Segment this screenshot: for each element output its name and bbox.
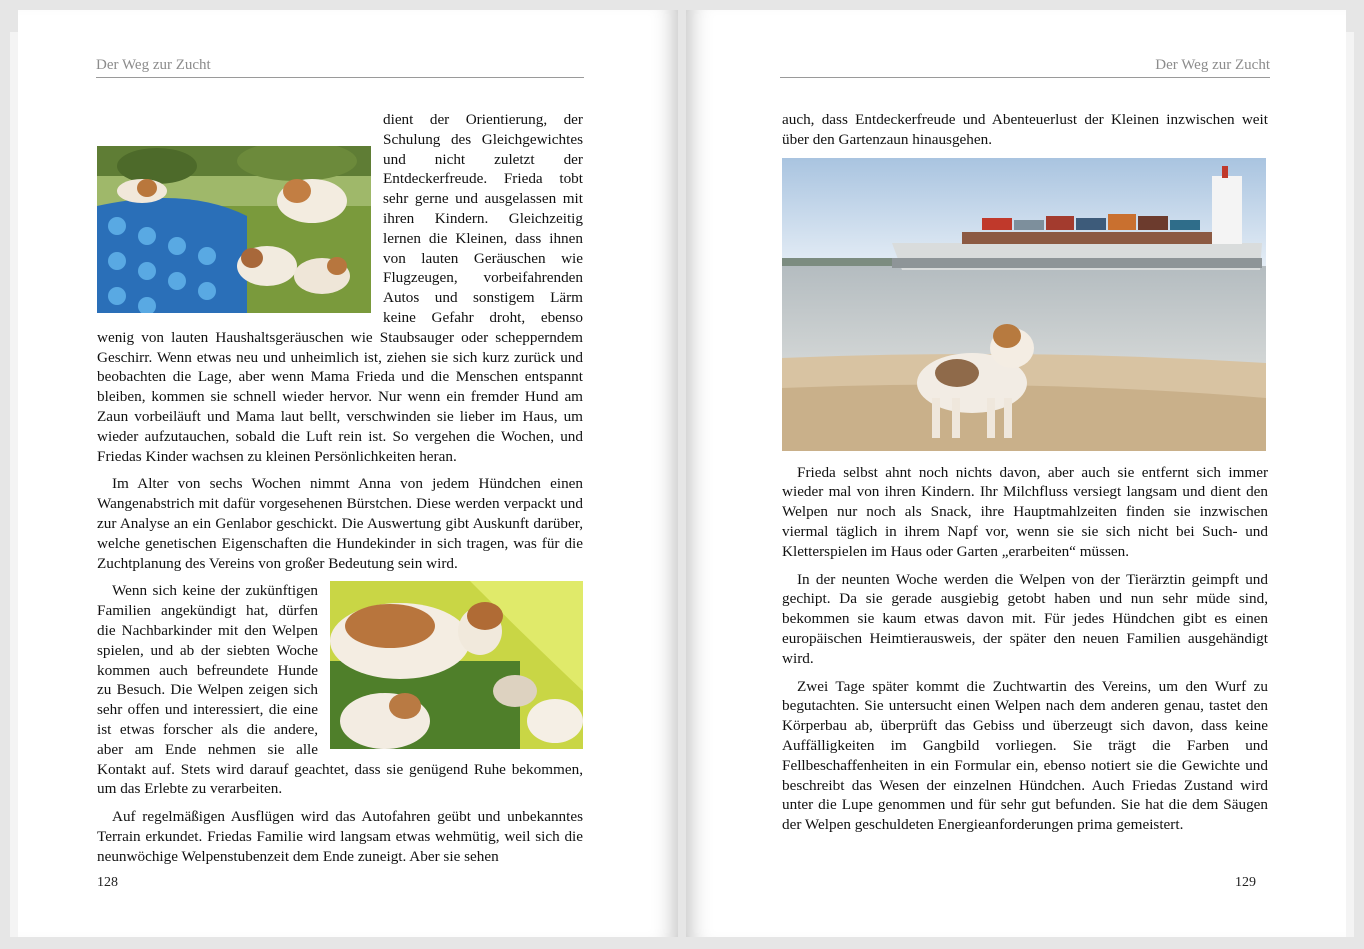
right-paragraph-3: In der neunten Woche werden die Welpen von der Tierärztin geimpft und gechipt. Da sie gerade ausgiebig getobt haben und nun sehr müde sind, bekommen sie kaum etwas davon mit. Für jedes Hündchen gibt es einen europäischen Heimtierausweis, der später den neuen Familien ausgehändigt wird.	[782, 570, 1268, 667]
left-paragraph-2: Im Alter von sechs Wochen nimmt Anna von jedem Hündchen einen Wangenabstrich mit dafür vorgesehenen Bürstchen. Diese werden verpackt und zur Analyse an ein Genlabor geschickt. Die Auswertung gibt Auskunft darüber, welche genetischen Eigenschaften die Hundekinder in sich tragen, was für die Zuchtplanung des Vereins von großer Bedeutung sein wird.	[97, 475, 583, 572]
right-page	[686, 10, 1346, 937]
header-rule-left	[96, 77, 584, 78]
left-body-text	[97, 110, 583, 874]
header-rule-right	[780, 77, 1270, 78]
page-number-left: 128	[97, 875, 118, 890]
left-paragraph-3: Wenn sich keine der zukünftigen Familien angekündigt hat, dürfen die Nachbarkinder mit den Welpen spielen, und ab der siebten Woche kommen auch befreundete Hunde zu Besuch. Die Welpen zeigen sich sehr offen und interessiert, die eine ist etwas forscher als die andere, aber am Ende nehmen sie alle Kontakt auf. Stets wird darauf geachtet, dass sie genügend Ruhe bekommen, um das Erlebte zu verarbeiten.	[97, 582, 583, 798]
right-paragraph-1: auch, dass Entdeckerfreude und Abenteuerlust der Kleinen inzwischen weit über den Gartenzaun hinausgehen.	[782, 111, 1268, 148]
photo-puppies-playing-on-cushion	[97, 146, 371, 313]
photo-puppies-beach-container-ship	[782, 158, 1266, 451]
running-head-left: Der Weg zur Zucht	[96, 57, 211, 73]
right-paragraph-2: Frieda selbst ahnt noch nichts davon, aber auch sie entfernt sich immer wieder mal von ihren Kindern. Ihr Milchfluss versiegt langsam und dient den Welpen nur noch als Snack, ihre Hauptmahlzeiten finden sie inzwischen viermal täglich in ihrem Napf vor, wenn sie sie sich nicht bei Such- und Kletterspielen im Haus oder Garten „erarbeiten“ müssen.	[782, 463, 1268, 560]
photo-dog-meeting-puppies	[330, 581, 583, 749]
left-page	[18, 10, 678, 937]
right-body-text	[782, 110, 1268, 843]
left-paragraph-1: dient der Orientierung, der Schulung des Gleichgewichtes und nicht zuletzt der Entdeckerfreude. Frieda tobt sehr gerne und ausgelassen mit ihren Kindern. Gleichzeitig lernen die Kleinen, dass ihnen von lauten Geräuschen wie Flugzeugen, vorbeifahrenden Autos und sonstigem Lärm keine Gefahr droht, ebenso wenig von lauten Haushaltsgeräuschen wie Staubsauger oder schepperndem Geschirr. Wenn etwas neu und unheimlich ist, ziehen sie sich kurz zurück und beobachten die Lage, aber wenn Mama Frieda und die Menschen entspannt bleiben, kommen sie schnell wieder hervor. Nur wenn ein fremder Hund am Zaun vorbeiläuft und Mama laut bellt, verschwinden sie lieber im Haus, um wieder aufzutauchen, sobald die Luft rein ist. So vergehen die Wochen, und Friedas Kinder wachsen zu kleinen Persönlichkeiten heran.	[97, 111, 583, 465]
right-paragraph-4: Zwei Tage später kommt die Zuchtwartin des Vereins, um den Wurf zu begutachten. Sie untersucht einen Welpen nach dem anderen genau, tastet den Körperbau ab, überprüft das Gebiss und überzeugt sich davon, dass keine Auffälligkeiten im Gangbild vorliegen. Sie trägt die Farben und Fellbeschaffenheiten in ein Formular ein, ebenso notiert sie die Gewichte und beschreibt das Wesen der einzelnen Hündchen. Auch Friedas Zustand wird unter die Lupe genommen und für sehr gut befunden. Sie hat die dem Säugen der Welpen geschuldeten Energieanforderungen prima gemeistert.	[782, 677, 1268, 834]
left-paragraph-4: Auf regelmäßigen Ausflügen wird das Autofahren geübt und unbekanntes Terrain erkundet. Friedas Familie wird langsam etwas wehmütig, weil sich die neunwöchige Welpenstubenzeit dem Ende zuneigt. Aber sie sehen	[97, 808, 583, 865]
running-head-right: Der Weg zur Zucht	[1155, 57, 1270, 73]
page-number-right: 129	[1235, 875, 1256, 890]
